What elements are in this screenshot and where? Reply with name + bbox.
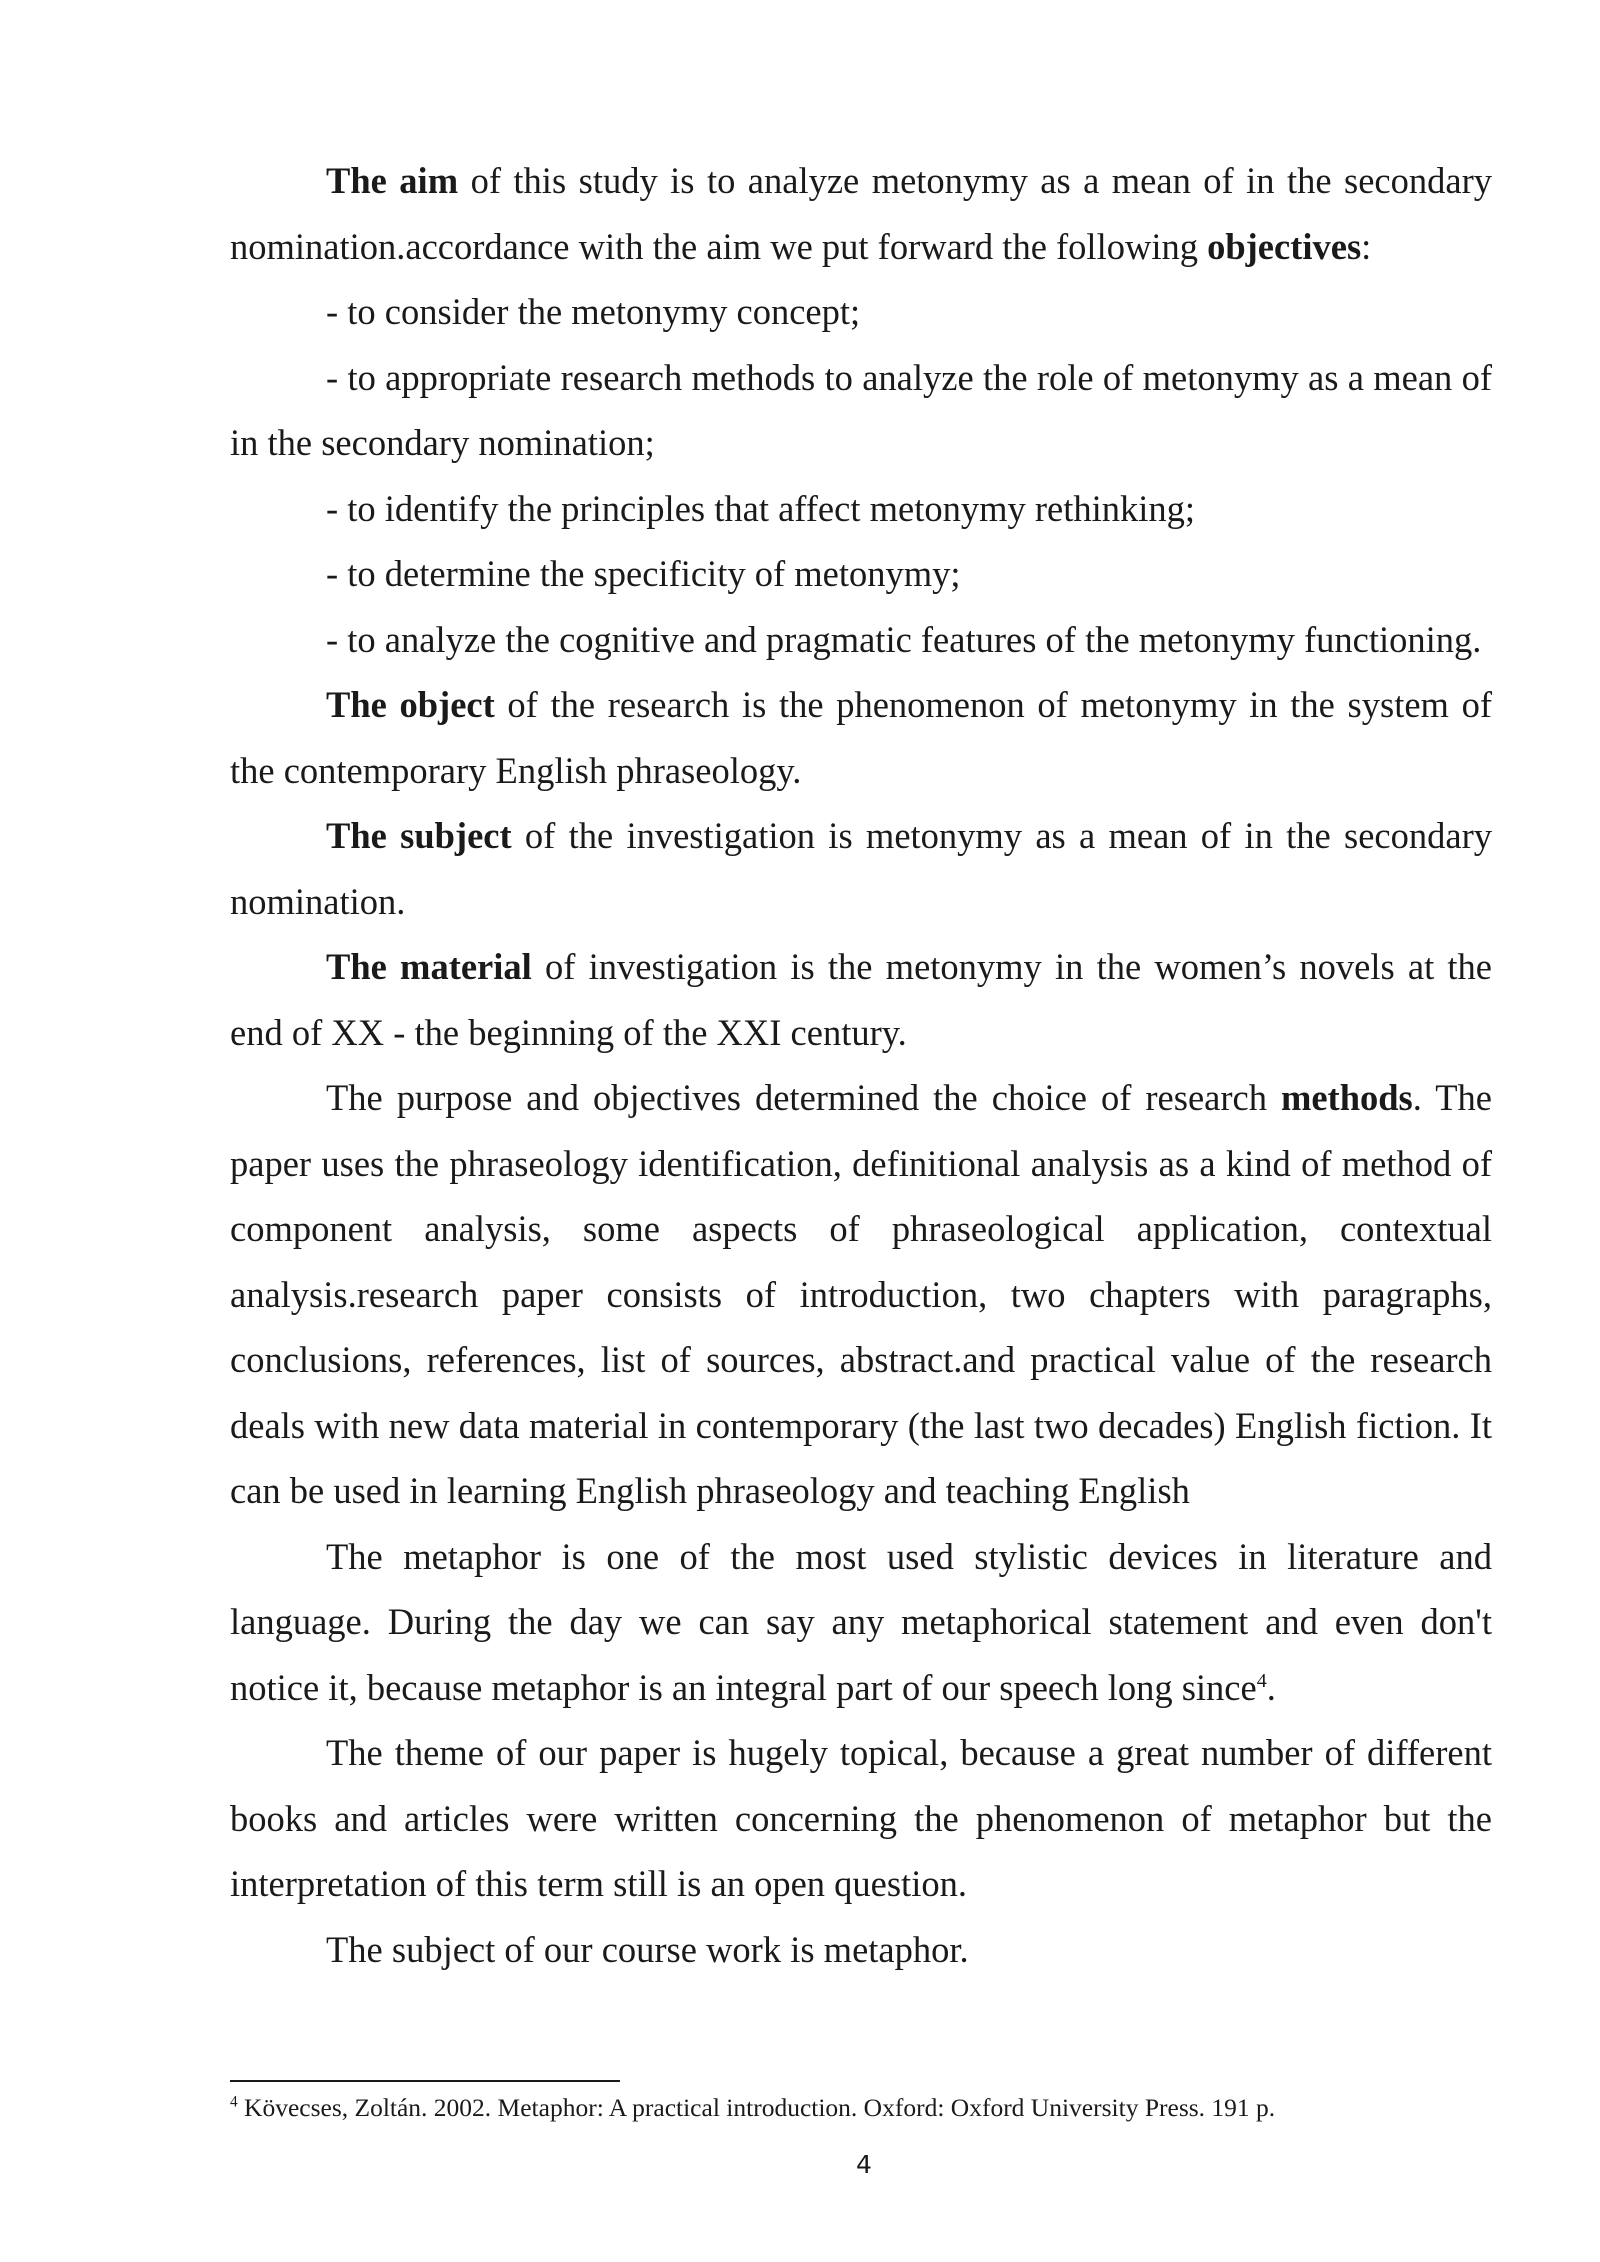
term-object: The object: [326, 684, 495, 725]
objective-item-2: - to appropriate research methods to analyze the role of metonymy as a mean of in the secondary nomination;: [230, 356, 1492, 463]
paragraph-course-subject: The subject of our course work is metaphor.: [326, 1928, 969, 1970]
paragraph-methods: The purpose and objectives determined the choice of research methods. The paper uses the phraseology identification, definitional analysis as a kind of method of component analysis, some aspects of phraseological application, contextual analysis.research paper consists of introduction, two chapters with paragraphs, conclusions, references, list of sources, abstract.and practical value of the research deals with new data material in contemporary (the last two decades) English fiction. It can be used in learning English phraseology and teaching English: [230, 1077, 1492, 1511]
paragraph-theme: The theme of our paper is hugely topical, because a great number of different books and articles were written concerning the phenomenon of metaphor but the interpretation of this term still is an open question.: [230, 1732, 1492, 1904]
page-number: 4: [856, 2150, 872, 2179]
objective-item-5: - to analyze the cognitive and pragmatic features of the metonymy functioning.: [326, 618, 1482, 660]
paragraph-aim: The aim of this study is to analyze metonymy as a mean of in the secondary nomination.accordance with the aim we put forward the following objectives:: [230, 160, 1492, 267]
footnote-marker: 4: [230, 2093, 238, 2111]
term-objectives: objectives: [1207, 225, 1362, 267]
footnote: [230, 2090, 1492, 2126]
paragraph-subject: The subject of the investigation is metonymy as a mean of in the secondary nomination.: [230, 815, 1492, 922]
paragraph-metaphor-intro: The metaphor is one of the most used stylistic devices in literature and language. During the day we can say any metaphorical statement and even don't notice it, because metaphor is an integral part of our speech long since$^4$.: [230, 1535, 1492, 1708]
objective-item-4: - to determine the specificity of metonymy;: [326, 553, 961, 594]
objective-item-3: - to identify the principles that affect metonymy rethinking;: [326, 487, 1196, 529]
footnote-separator: [230, 2080, 620, 2082]
term-methods: methods: [1280, 1077, 1413, 1118]
paragraph-material: The material of investigation is the metonymy in the women’s novels at the end of XX - the beginning of the XXI century.: [230, 946, 1493, 1053]
footnote-text: Kövecses, Zoltán. 2002. Metaphor: A practical introduction. Oxford: Oxford University Press. 191 p.: [237, 2093, 1276, 2122]
term-material: The material: [326, 946, 532, 987]
term-aim: The aim: [326, 160, 459, 201]
paragraph-object: The object of the research is the phenomenon of metonymy in the system of the contemporary English phraseology.: [230, 684, 1492, 791]
footnote-reference[interactable]: 4: [1256, 1669, 1267, 1692]
objective-item-1: - to consider the metonymy concept;: [326, 291, 861, 332]
body-text: [230, 148, 1492, 1982]
term-subject: The subject: [326, 815, 512, 856]
